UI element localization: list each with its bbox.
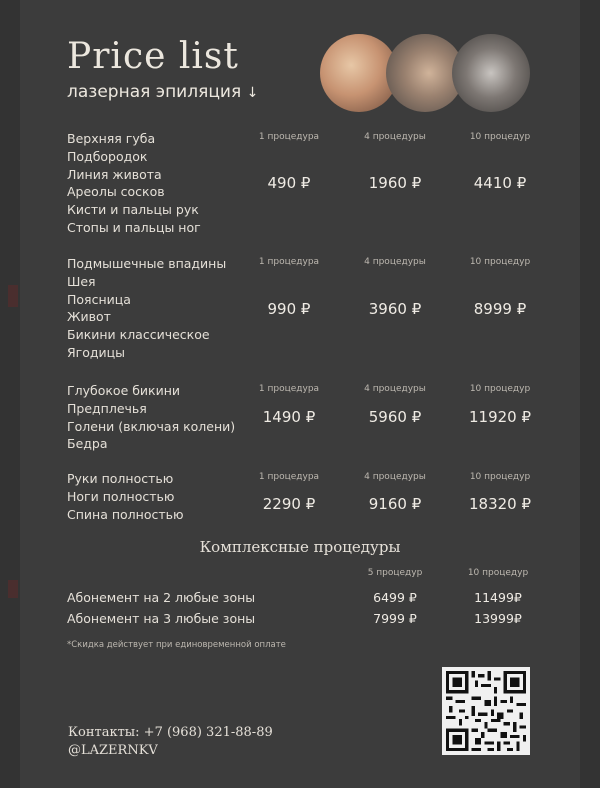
col-header-4: 4 процедуры: [364, 384, 426, 394]
col-header-10: 10 процедур: [469, 472, 531, 482]
zone-item: Голени (включая колени): [67, 418, 236, 434]
zone-item: Подмышечные впадины: [67, 256, 227, 271]
zone-item: Подбородок: [67, 148, 148, 164]
price-group-1: [67, 130, 547, 240]
price-group-2: [67, 255, 547, 365]
discount-note: *Скидка действует при единовременной оплате: [67, 640, 286, 650]
price-10: 8999 ₽: [473, 300, 527, 318]
backdrop-mark: [8, 580, 18, 598]
col-header-10: 10 процедур: [469, 384, 531, 394]
complex-section-title: Комплексные процедуры: [199, 538, 401, 556]
price-list-card: [20, 0, 580, 788]
zone-item: Ягодицы: [67, 344, 126, 360]
zone-item: Ноги полностью: [67, 488, 175, 504]
qr-code-icon[interactable]: [442, 667, 530, 755]
price-1: 490 ₽: [267, 174, 311, 192]
zone-item: Предплечья: [67, 400, 147, 416]
backdrop-left-edge: [0, 0, 20, 788]
col-header-10: 10 процедур: [469, 257, 531, 267]
col-header-10: 10 процедур: [469, 132, 531, 142]
zone-list: [67, 382, 235, 453]
contact-handle[interactable]: @LAZERNKV: [68, 743, 158, 758]
photo-reclining: [452, 34, 530, 112]
price-group-4: [67, 470, 547, 528]
price-10: 11920 ₽: [468, 408, 532, 426]
subscription-row-label: Абонемент на 2 любые зоны: [67, 590, 256, 605]
subtitle-text: лазерная эпиляция: [67, 82, 242, 102]
price-1: 990 ₽: [267, 300, 311, 318]
price-10: 18320 ₽: [468, 495, 532, 513]
zone-item: Бедра: [67, 436, 108, 452]
subscription-price-5: 7999 ₽: [373, 611, 417, 626]
zone-item: Поясница: [67, 291, 131, 307]
price-4: 3960 ₽: [368, 300, 422, 318]
col-header-1: 1 процедура: [258, 384, 320, 394]
col-header-4: 4 процедуры: [364, 472, 426, 482]
zone-item: Бикини классическое: [67, 327, 210, 343]
complex-col-header-10: 10 процедур: [467, 568, 529, 578]
contacts-block: [68, 724, 273, 760]
zone-item: Спина полностью: [67, 506, 184, 522]
price-1: 2290 ₽: [262, 495, 316, 513]
photo-collage: [320, 34, 530, 114]
col-header-1: 1 процедура: [258, 472, 320, 482]
col-header-1: 1 процедура: [258, 132, 320, 142]
backdrop-right-edge: [580, 0, 600, 788]
subscription-row-label: Абонемент на 3 любые зоны: [67, 611, 256, 626]
contact-phone[interactable]: Контакты: +7 (968) 321-88-89: [68, 725, 273, 740]
col-header-1: 1 процедура: [258, 257, 320, 267]
zone-item: Кисти и пальцы рук: [67, 202, 199, 218]
zone-item: Верхняя губа: [67, 131, 156, 146]
price-4: 5960 ₽: [368, 408, 422, 426]
subscription-price-10: 13999₽: [474, 611, 522, 626]
subscription-price-5: 6499 ₽: [373, 590, 417, 605]
subscription-price-10: 11499₽: [474, 590, 522, 605]
col-header-4: 4 процедуры: [364, 257, 426, 267]
zone-list: [67, 255, 226, 362]
zone-item: Глубокое бикини: [67, 383, 181, 398]
price-10: 4410 ₽: [473, 174, 527, 192]
zone-item: Стопы и пальцы ног: [67, 219, 201, 235]
zone-item: Линия живота: [67, 166, 162, 182]
price-1: 1490 ₽: [262, 408, 316, 426]
price-4: 1960 ₽: [368, 174, 422, 192]
backdrop-mark: [8, 285, 18, 307]
complex-col-header-5: 5 процедур: [367, 568, 423, 578]
page-title: Price list: [67, 36, 239, 77]
zone-list: [67, 130, 201, 237]
page-subtitle: [67, 82, 258, 102]
qr-code-graphic: [446, 671, 526, 751]
col-header-4: 4 процедуры: [364, 132, 426, 142]
price-4: 9160 ₽: [368, 495, 422, 513]
price-group-3: [67, 382, 547, 457]
zone-item: Ареолы сосков: [67, 184, 165, 200]
arrow-down-icon: ↓: [246, 85, 259, 101]
zone-item: Живот: [67, 309, 111, 325]
zone-item: Руки полностью: [67, 471, 174, 486]
zone-list: [67, 470, 184, 523]
zone-item: Шея: [67, 273, 96, 289]
